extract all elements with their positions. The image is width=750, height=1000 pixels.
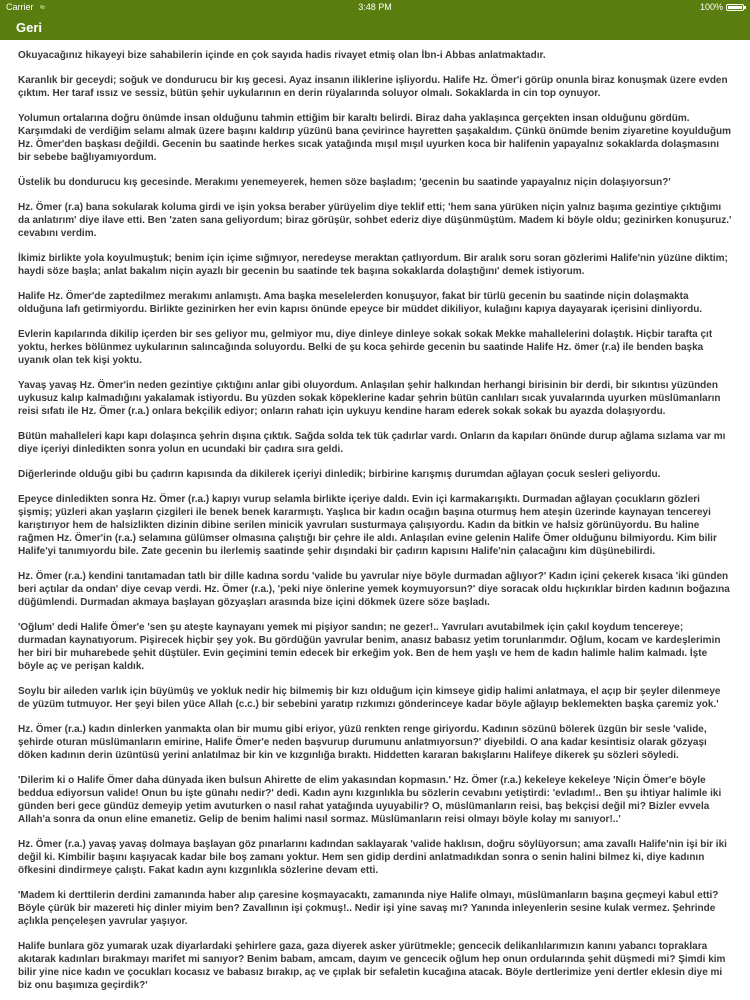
- story-text: [0, 40, 750, 992]
- back-button[interactable]: Geri: [16, 19, 43, 35]
- paragraph: Hz. Ömer (r.a.) yavaş yavaş dolmaya başlayan göz pınarlarını kadından saklayarak 'valide haklısın, doğru söylüyorsun; ama zavallı Halife'nin işi bir iki değil ki. Kimbilir başını kaşıyacak kadar bile boş zamanı yoktur. Hem sen gidip derdini anlatmadıkdan sonra o senin halini bilmez ki, diye kadının öfkesini dindirmeye çalıştı. Fakat kadın aynı kızgınlıkla sözlerine devam etti.: [18, 839, 727, 876]
- paragraph: 'Oğlum' dedi Halife Ömer'e 'sen şu ateşte kaynayanı yemek mi pişiyor sandın; ne gezer!.. Yavruları avutabilmek için çakıl koydum tencereye; durmadan kaynatıyorum. Pişirecek hiçbir şey yok. Bu gördüğün yavrular benim, anasız babasız yetim torunlarımdır. Oğlum, kocam ve kardeşlerimin her biri bir muharebede şehit düştüler. Evin geçimini temin edecek bir erkeğim yok. Ben de hem yaşlı ve hem de kadın halimle halim kalmadı. İşte böyle aç ve perişan kaldık.: [18, 622, 721, 672]
- paragraph: Karanlık bir geceydi; soğuk ve dondurucu bir kış gecesi. Ayaz insanın iliklerine işliyordu. Halife Hz. Ömer'i görüp onunla biraz konuşmak üzere evden çıktım. Her taraf ıssız ve sessiz, bütün şehir uykularının en derin rüyalarında soluyor olmalı. Sokaklarda in cin top oynuyor.: [18, 75, 728, 99]
- battery-icon: [726, 4, 744, 11]
- paragraph: Hz. Ömer (r.a) bana sokularak koluma girdi ve işin yoksa beraber yürüyelim diye teklif etti; 'hem sana yürüken niçin yalnız başıma gezintiye çıktığımı da anlatırım' diye ilave etti. Ben 'zaten sana geliyordum; biraz görüşür, sohbet ederiz diye düşünmüştüm. Madem ki böyle oldu; gezinirken konuşuruz.' cevabını verdim.: [18, 202, 732, 239]
- paragraph: Okuyacağınız hikayeyi bize sahabilerin içinde en çok sayıda hadis rivayet etmiş olan İbn-i Abbas anlatmaktadır.: [18, 50, 546, 61]
- wifi-icon: ≈: [40, 2, 45, 12]
- paragraph: Yolumun ortalarına doğru önümde insan olduğunu tahmin ettiğim bir karaltı belirdi. Biraz daha yaklaşınca gerçekten insan olduğunu gördüm. Karşımdaki de verdiğim selamı almak üzere başını kaldırıp yüzünü bana çevirince hayretten şaşakaldım. Çünkü önümde benim ziyaretine koyulduğum Hz. Ömer'den başkası değildi. Gecenin bu saatinde herkes sıcak yatağında mışıl mışıl uyurken koca bir halifenin yapayalnız sokaklarda dolaşmasını bir sebebe bağlıyamıyordum.: [18, 113, 732, 163]
- status-bar: [0, 0, 750, 14]
- paragraph: Hz. Ömer (r.a.) kadın dinlerken yanmakta olan bir mumu gibi eriyor, yüzü renkten renge giriyordu. Kadının sözünü bölerek üzgün bir sesle 'valide, şehirde oturan müslümanların emirine, Halife Ömer'e neden başvurup durumunu anlatmıyorsun?' diyebildi. O ana kadar kesintisiz olarak gözyaşı döken kadının derin üzüntüsü yerini anlatılmaz bir kin ve kızgınlığa bıraktı. Hiddetten kararan bakışlarını Halifeye dikerek şu sözleri söyledi.: [18, 724, 707, 761]
- paragraph: Halife Hz. Ömer'de zaptedilmez merakımı anlamıştı. Ama başka meselelerden konuşuyor, fakat bir türlü gecenin bu saatinde niçin dolaşmakta olduğuna lafı getirmiyordu. Birlikte gezinirken her evin kapısı önünde epeyce bir müddet dikiliyor, kulağını kapıya dayayarak içerisini dinliyordu.: [18, 291, 703, 315]
- clock: 3:48 PM: [358, 2, 392, 12]
- paragraph: Evlerin kapılarında dikilip içerden bir ses geliyor mu, gelmiyor mu, diye dinleye dinleye sokak sokak Mekke mahallelerini dolaştık. Hiçbir tarafta çıt yoktu, herkes bölünmez uykularının salıncağında soluyordu. Belki de şu koca şehirde gecenin bu saatinde Halife Hz. ömer (r.a) ile benden başka uyanık olan tek kişi yoktu.: [18, 329, 713, 366]
- paragraph: Hz. Ömer (r.a.) kendini tanıtamadan tatlı bir dille kadına sordu 'valide bu yavrular niye böyle durmadan ağlıyor?' Kadın içini çekerek kısaca 'iki günden beri açtılar da ondan' diye cevap verdi. Hz. Ömer (r.a.), 'peki niye önlerine yemek koymuyorsun?' diye soracak oldu hıçkırıklar birden kadının boğazına düğümlendi. Durmadan akmaya başlayan gözyaşları arasında bize içini dökmek üzere söze başladı.: [18, 571, 730, 608]
- carrier-label: Carrier: [6, 2, 34, 12]
- battery-status: [700, 0, 744, 14]
- paragraph: Diğerlerinde olduğu gibi bu çadırın kapısında da dikilerek içeriyi dinledik; birbirine karışmış durumdan ağlayan çocuk sesleri geliyordu.: [18, 469, 661, 480]
- paragraph: Epeyce dinledikten sonra Hz. Ömer (r.a.) kapıyı vurup selamla birlikte içeriye daldı. Evin içi karmakarışıktı. Durmadan ağlayan çocukların gözleri şişmiş; yüzleri akan yaşların çizgileri ile benek benek kararmıştı. Yaşlıca bir kadın ocağın başına oturmuş hem ateşin üzerinde kaynayan tencereyi karıştırıyor hem de halsizlikten dizinin dibine serilen minicik yavruları susturmaya çalışıyordu. Kadın da bitkin ve halsiz görünüyordu. Bu haline rağmen Hz. Ömer'in (r.a.) selamına gülümser olmasına çalıştığı bir çehre ile aldı. Anlaşılan evine gelenin Halife Ömer olduğunu bilmiyordu. Kim bilir Halife'yi tanımıyordu bile. Zate gecenin bu ilerlemiş saatinde şehir dışındaki bir çadırın kapısını Halife'nin çalacağını kim düşünebilirdi.: [18, 494, 717, 557]
- paragraph: İkimiz birlikte yola koyulmuştuk; benim için içime sığmıyor, neredeyse meraktan çatlıyordum. Bir aralık soru soran gözlerimi Halife'nin yüzüne diktim; haydi söze başla; anlat bakalım niçin ayazlı bir gecenin bu saatinde tek başına sokaklarda dolaştığını' demek istiyorum.: [18, 253, 728, 277]
- navigation-bar: [0, 14, 750, 40]
- paragraph: Üstelik bu dondurucu kış gecesinde. Merakımı yenemeyerek, hemen söze başladım; 'gecenin bu saatinde yapayalnız niçin dolaşıyorsun?': [18, 177, 671, 188]
- paragraph: 'Dilerim ki o Halife Ömer daha dünyada iken bulsun Ahirette de elim yakasından kopmasın.' Hz. Ömer (r.a.) kekeleye kekeleye 'Niçin Ömer'e böyle beddua ediyorsun valide! Onun bu işte günahı nedir?' dedi. Kadın aynı kızgınlıkla bu sözlerin cevabını yetiştirdi: 'evladım!.. Ben şu ihtiyar halimle iki günden beri gece gündüz demeyip yetim avuturken o nasıl rahat yatağında uyuyabilir? O, müslümanların reisi, baş bekçisi değil mi? Bizler evvela Allah'a sonra da onun eline emanetiz. Gelip de benim halimi nasıl sormaz. Müslümanların reisi olmayı böyle kolay mı sanıyor!..': [18, 775, 722, 825]
- paragraph: Halife bunlara göz yumarak uzak diyarlardaki şehirlere gaza, gaza diyerek asker yürütmekle; gencecik delikanlılarımızın kanını yabancı topraklara akıtarak kadınları bırakmayı marifet mi sanıyor? Benim babam, amcam, dayım ve gencecik oğlum hep onun ordularında şehit düşmedi mi? Şimdi kim bilir yine nice kadın ve çocukları kocasız ve babasız bırakıp, aç ve çıplak bir sefaletin kucağına atacak. Böyle dertlerimize yeni dertler eklesin diye mi biz onu başımıza geçirdik?': [18, 941, 726, 991]
- battery-percent: 100%: [699, 2, 723, 12]
- paragraph: Bütün mahalleleri kapı kapı dolaşınca şehrin dışına çıktık. Sağda solda tek tük çadırlar vardı. Onların da kapıları önünde durup ağlama sızlama var mı diye içeriyi dinledikten sonra yolun en ucundaki bir çadıra sıra geldi.: [18, 431, 726, 455]
- paragraph: Soylu bir aileden varlık için büyümüş ve yokluk nedir hiç bilmemiş bir kızı olduğum için kimseye gidip halimi anlatmaya, el açıp bir şeyler dilenmeye de yüzüm tutmuyor. Her şeyi bilen yüce Allah (c.c.) bir sebebini yaratıp rızkımızı gönderinceye kadar böyle ağlayıp beklemekten başka çaremiz yok.': [18, 686, 721, 710]
- paragraph: 'Madem ki derttilerin derdini zamanında haber alıp çaresine koşmayacaktı, zamanında niye Halife olmayı, müslümanların başına geçmeyi kabul etti? Böyle çürük bir mazereti hiç dinler miyim ben? Zavallının işi çokmuş!.. Nedir işi yine savaş mı? Yanında inleyenlerin sesine kulak vermez. Şehrinde açlıkla pençeleşen yavrular yaşıyor.: [18, 890, 719, 927]
- paragraph: Yavaş yavaş Hz. Ömer'in neden gezintiye çıktığını anlar gibi oluyordum. Anlaşılan şehir halkından herhangi birisinin bir derdi, bir sıkıntısı yüzünden uykusuz kalıp kalmadığını yakalamak istiyordu. Bu yüzden sokak köpeklerine kadar şehrin bütün canlıları sıcak yuvalarında uyurken müslümanların reisi sıfatı ile Hz. Ömer (r.a.) onlara bekçilik ediyor; onların rahatı için uykuyu kendine haram ederek sokak sokak bu ayazda dolaşıyordu.: [18, 380, 721, 417]
